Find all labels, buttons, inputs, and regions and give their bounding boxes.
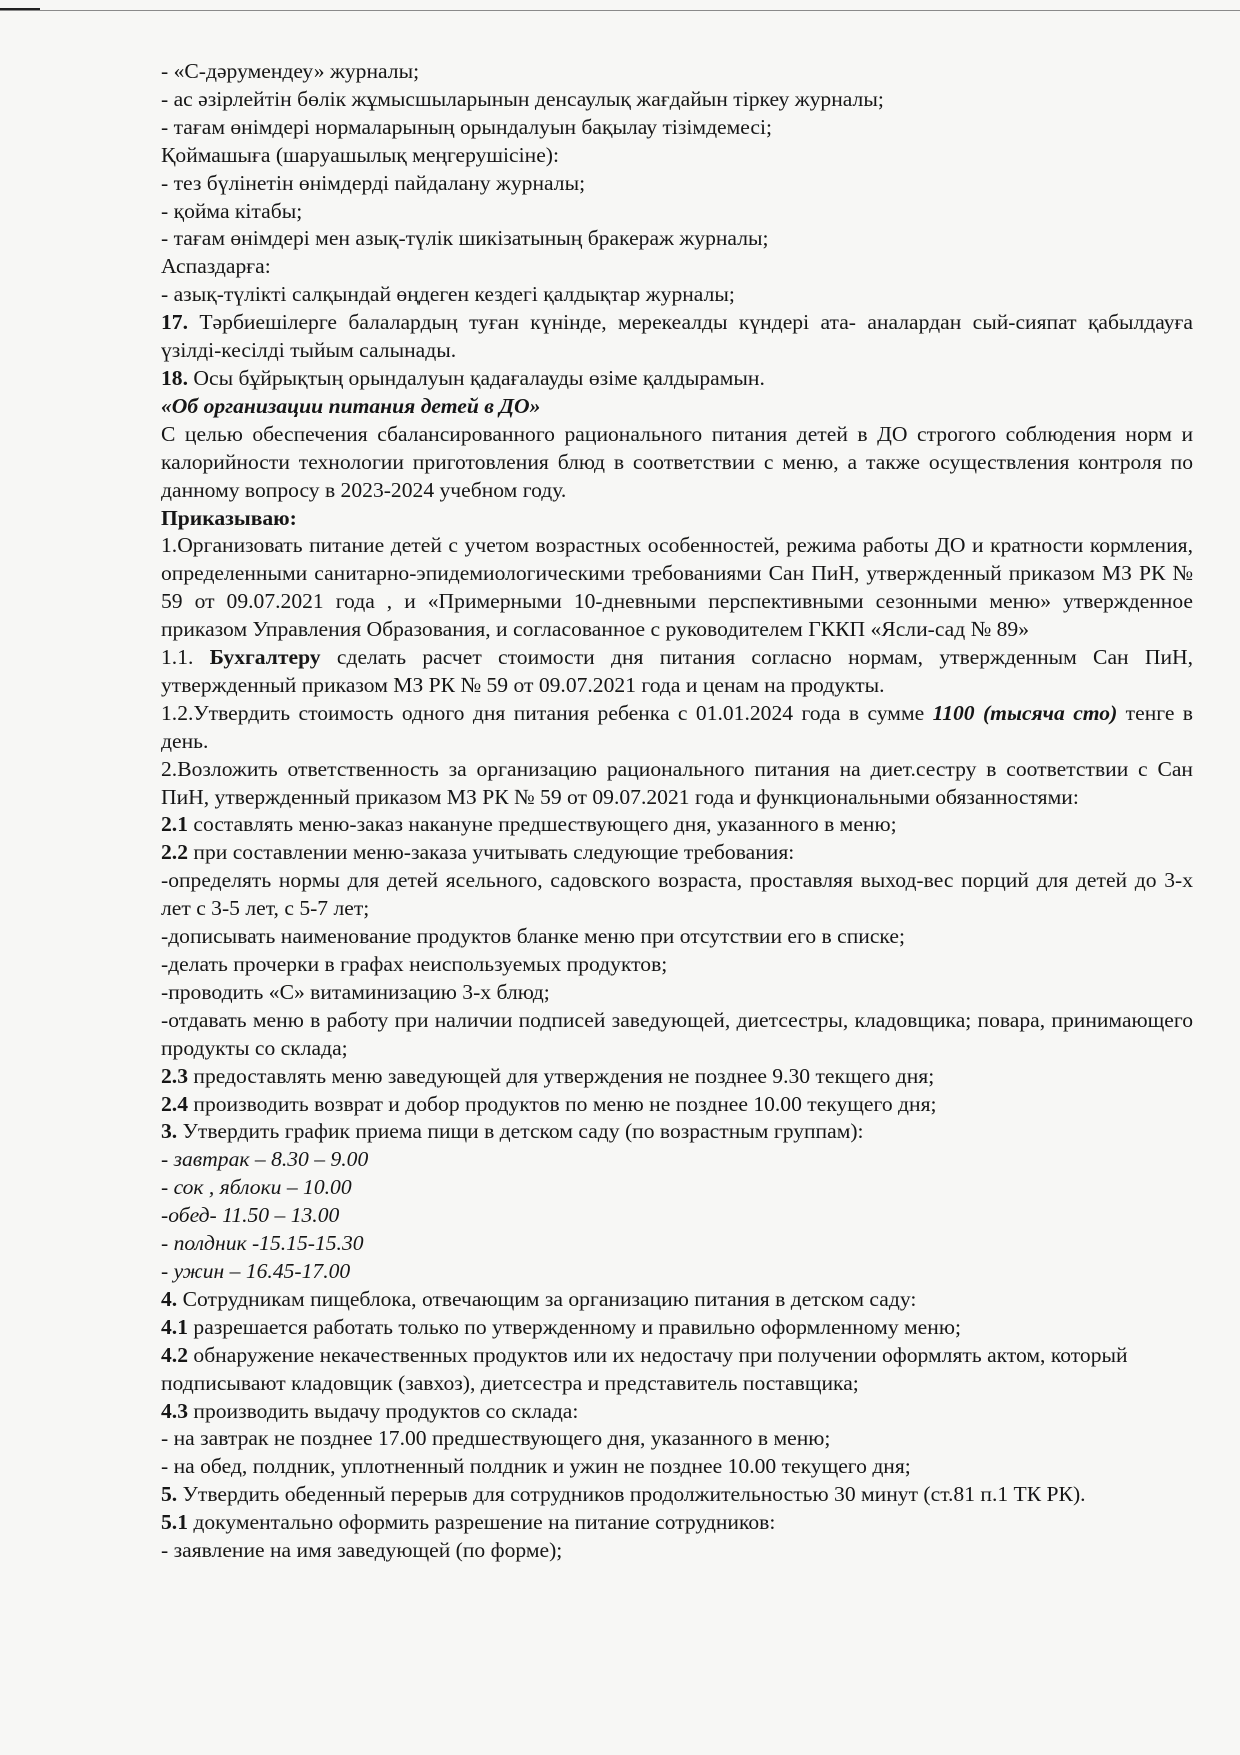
scan-top-border — [0, 10, 1240, 11]
requirement-item: -отдавать меню в работу при наличии подписей заведующей, диетсестры, кладовщика; повара, принимающего продукты со склада; — [161, 1007, 1193, 1060]
clause-number: 4.3 — [161, 1398, 188, 1423]
order-item-5-1 — [161, 1509, 1193, 1537]
clause-text: Утвердить обеденный перерыв для сотрудников продолжительностью 30 минут (ст.81 п.1 ТК РК). — [177, 1482, 1086, 1507]
schedule-item: - сок , яблоки – 10.00 — [161, 1175, 352, 1200]
order-item-4 — [161, 1286, 1193, 1314]
clause-text: производить возврат и добор продуктов по меню не позднее 10.00 текущего дня; — [188, 1091, 937, 1116]
order-item-2-1 — [161, 811, 1193, 839]
clause-text: предоставлять меню заведующей для утверждения не позднее 9.30 текщего дня; — [188, 1063, 935, 1088]
clause-text: при составлении меню-заказа учитывать следующие требования: — [188, 840, 795, 865]
clause-number: 4.1 — [161, 1314, 188, 1339]
clause-text: Осы бұйрықтың орындалуын қадағалауды өзіме қалдырамын. — [188, 365, 765, 390]
requirement-item: -делать прочерки в графах неиспользуемых продуктов; — [161, 952, 668, 976]
issue-item: - на завтрак не позднее 17.00 предшествующего дня, указанного в меню; — [161, 1426, 831, 1451]
order-title: «Об организации питания детей в ДО» — [161, 393, 541, 418]
order-heading: Приказываю: — [161, 505, 297, 530]
schedule-item: - полдник -15.15-15.30 — [161, 1231, 364, 1256]
list-item: - ас әзірлейтін бөлік жұмысшыларынын денсаулық жағдайын тіркеу журналы; — [161, 86, 884, 111]
requirement-item: -проводить «С» витаминизацию 3-х блюд; — [161, 979, 550, 1004]
section-label-cooks: Аспаздарға: — [161, 254, 271, 279]
order-item-4-1 — [161, 1314, 1193, 1342]
clause-number: 5. — [161, 1482, 178, 1507]
section-label-storekeeper: Қоймашыға (шаруашылық меңгерушісіне): — [161, 142, 559, 167]
meal-cost-amount: 1100 (тысяча сто) — [932, 700, 1118, 725]
order-item-4-3 — [161, 1398, 1193, 1426]
list-item: - азық-түлікті салқындай өңдеген кездегі қалдықтар журналы; — [161, 282, 735, 307]
clause-number: 18. — [161, 365, 188, 390]
issue-item: - на обед, полдник, уплотненный полдник и ужин не позднее 10.00 текущего дня; — [161, 1454, 911, 1479]
order-item-2: 2.Возложить ответственность за организацию рационального питания на диет.сестру в соответствии с Сан ПиН, утвержденный приказом МЗ РК № 59 от 09.07.2021 года и функциональными обязанностями: — [161, 756, 1193, 809]
clause-text: разрешается работать только по утвержденному и правильно оформленному меню; — [188, 1314, 961, 1339]
clause-text: обнаружение некачественных продуктов или их недостачу при получении оформлять актом, который подписывают кладовщик (завхоз), диетсестра и представитель поставщика; — [161, 1342, 1128, 1395]
document-page — [161, 58, 1193, 1565]
list-item: - қойма кітабы; — [161, 198, 303, 223]
list-item: - тез бүлінетін өнімдерді пайдалану журналы; — [161, 170, 586, 195]
order-item-1: 1.Организовать питание детей с учетом возрастных особенностей, режима работы ДО и кратности кормления, определенными санитарно-эпидемиологическими требованиями Сан ПиН, утвержденный приказом МЗ РК № 59 от 09.07.2021 года , и «Примерными 10-дневными перспективными сезонными меню» утвержденное приказом Управления Образования, и согласованное с руководителем ГККП «Ясли-сад № 89» — [161, 533, 1193, 642]
clause-text: сделать расчет стоимости дня питания согласно нормам, утвержденным Сан ПиН, утвержденный приказом МЗ РК № 59 от 09.07.2021 года и ценам на продукты. — [161, 645, 1193, 697]
order-item-3 — [161, 1118, 1193, 1146]
requirement-item: -дописывать наименование продуктов бланке меню при отсутствии его в списке; — [161, 924, 905, 949]
clause-number: 2.1 — [161, 812, 188, 837]
order-item-5 — [161, 1481, 1193, 1509]
clause-text: Сотрудникам пищеблока, отвечающим за организацию питания в детском саду: — [177, 1286, 917, 1311]
clause-text: производить выдачу продуктов со склада: — [188, 1398, 579, 1423]
list-item: - «С-дәрумендеу» журналы; — [161, 59, 420, 83]
clause-text: Тәрбиешілерге балалардың туған күнінде, мерекеалды күндері ата- аналардан сый-сияпат қабылдауға үзілді-кесілді тыйым салынады. — [161, 310, 1193, 363]
clause-text: 1.2.Утвердить стоимость одного дня питания ребенка с 01.01.2024 года в сумме — [161, 700, 933, 725]
clause-number: 2.2 — [161, 840, 188, 865]
clause-number: 4.2 — [161, 1342, 188, 1367]
clause-17 — [161, 309, 1193, 365]
order-item-2-4 — [161, 1091, 1193, 1119]
application-item: - заявление на имя заведующей (по форме); — [161, 1538, 563, 1563]
requirement-item: -определять нормы для детей ясельного, садовского возраста, проставляя выход-вес порций для детей до 3-х лет с 3-5 лет, с 5-7 лет; — [161, 868, 1193, 921]
schedule-item: - ужин – 16.45-17.00 — [161, 1258, 351, 1283]
list-item: - тағам өнімдері мен азық-түлік шикізатының бракераж журналы; — [161, 226, 769, 251]
schedule-item: -обед- 11.50 – 13.00 — [161, 1203, 340, 1228]
clause-text: составлять меню-заказ накануне предшествующего дня, указанного в меню; — [188, 812, 897, 837]
order-item-2-3 — [161, 1063, 1193, 1091]
order-intro: С целью обеспечения сбалансированного рационального питания детей в ДО строгого соблюдения норм и калорийности технологии приготовления блюд в соответствии с меню, а также осуществления контроля по данному вопросу в 2023-2024 учебном году. — [161, 421, 1193, 502]
clause-number: 4. — [161, 1286, 178, 1311]
order-item-2-2 — [161, 839, 1193, 867]
clause-number: 2.3 — [161, 1063, 188, 1088]
clause-18 — [161, 365, 1193, 393]
order-item-1-2 — [161, 700, 1193, 756]
clause-text: документально оформить разрешение на питание сотрудников: — [188, 1510, 776, 1535]
clause-text-tail: тенге в день. — [161, 700, 1193, 753]
order-item-1-1 — [161, 644, 1193, 700]
list-item: - тағам өнімдері нормаларының орындалуын бақылау тізімдемесі; — [161, 114, 773, 139]
clause-number: 1.1. — [161, 645, 194, 670]
clause-number: 5.1 — [161, 1510, 188, 1535]
order-item-4-2 — [161, 1342, 1193, 1398]
clause-number: 17. — [161, 310, 188, 335]
role-accountant: Бухгалтеру — [209, 645, 321, 670]
clause-number: 3. — [161, 1119, 178, 1144]
clause-text: Утвердить график приема пищи в детском саду (по возрастным группам): — [177, 1119, 864, 1144]
schedule-item: - завтрак – 8.30 – 9.00 — [161, 1147, 369, 1172]
clause-number: 2.4 — [161, 1091, 188, 1116]
